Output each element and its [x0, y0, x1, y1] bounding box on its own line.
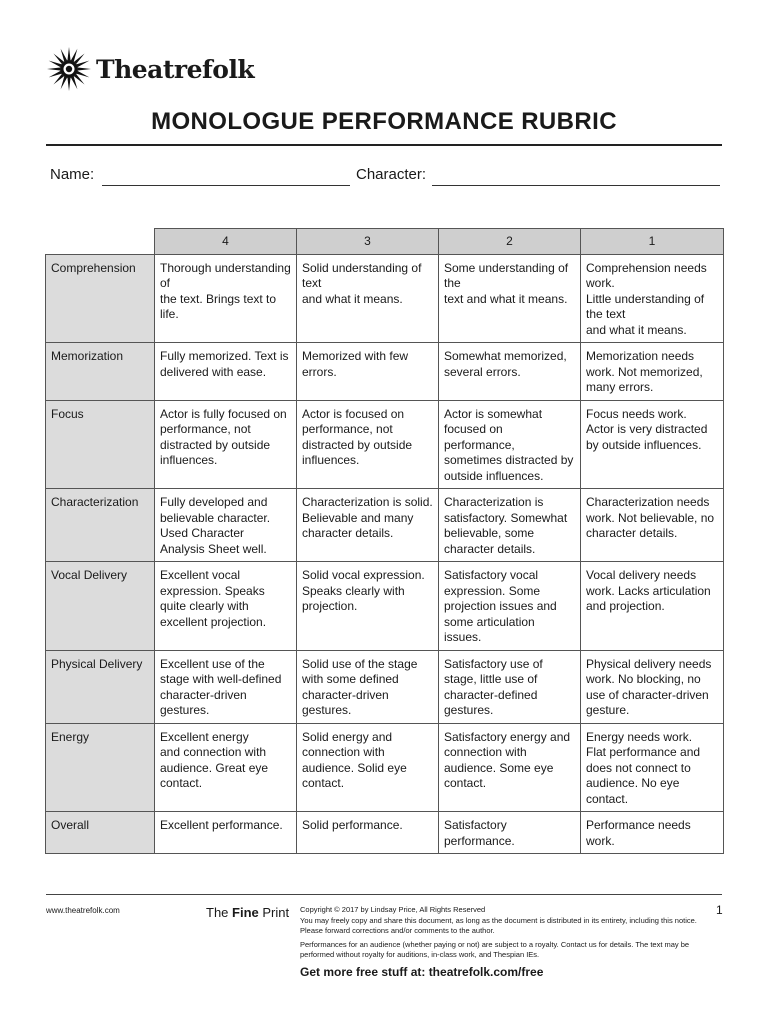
rubric-cell: Focus needs work. Actor is very distracted by outside influences. [581, 400, 724, 489]
footer-divider [46, 894, 722, 895]
score-header: 3 [297, 229, 439, 255]
royalty-notice: Performances for an audience (whether paying or not) are subject to a royalty. Contact us for details. The text may be performed without royalty for auditions, in-class work, and Thespian IEs. [300, 940, 690, 959]
rubric-row [46, 254, 724, 343]
rubric-cell: Fully memorized. Text is delivered with ease. [155, 343, 297, 401]
name-field[interactable] [102, 185, 350, 186]
score-header: 2 [439, 229, 581, 255]
rubric-cell: Actor is focused on performance, not distracted by outside influences. [297, 400, 439, 489]
rubric-cell: Characterization is satisfactory. Somewhat believable, some character details. [439, 489, 581, 562]
fine-print-bold: Fine [232, 905, 259, 920]
page-number: 1 [716, 903, 723, 917]
rubric-cell: Excellent use of the stage with well-defined character-driven gestures. [155, 650, 297, 723]
rubric-cell: Solid vocal expression. Speaks clearly with projection. [297, 562, 439, 651]
sunburst-logo-icon [46, 46, 92, 92]
criterion-label: Focus [46, 400, 155, 489]
rubric-cell: Satisfactory energy and connection with audience. Some eye contact. [439, 723, 581, 812]
rubric-cell: Satisfactory vocal expression. Some projection issues and some articulation issues. [439, 562, 581, 651]
rubric-cell: Fully developed and believable character. Used Character Analysis Sheet well. [155, 489, 297, 562]
copy-notice: You may freely copy and share this document, as long as the document is distributed in its entirety, including this notice. Please forward corrections and/or comments to the author. [300, 916, 697, 935]
criterion-label: Characterization [46, 489, 155, 562]
rubric-row [46, 562, 724, 651]
rubric-cell: Excellent vocal expression. Speaks quite clearly with excellent projection. [155, 562, 297, 651]
rubric-cell: Solid understanding of text and what it means. [297, 254, 439, 343]
copyright-block [300, 905, 700, 964]
website-url[interactable]: www.theatrefolk.com [46, 906, 120, 915]
rubric-cell: Actor is somewhat focused on performance, sometimes distracted by outside influences. [439, 400, 581, 489]
rubric-cell: Vocal delivery needs work. Lacks articulation and projection. [581, 562, 724, 651]
theatrefolk-logo [46, 46, 254, 92]
score-header: 4 [155, 229, 297, 255]
student-fields [50, 166, 722, 188]
rubric-cell: Actor is fully focused on performance, not distracted by outside influences. [155, 400, 297, 489]
fine-print-heading [206, 905, 289, 920]
rubric-table [45, 228, 724, 854]
rubric-cell: Solid performance. [297, 812, 439, 854]
page-title: MONOLOGUE PERFORMANCE RUBRIC [151, 108, 617, 135]
rubric-row [46, 812, 724, 854]
rubric-cell: Solid use of the stage with some defined character-driven gestures. [297, 650, 439, 723]
free-stuff-link[interactable]: Get more free stuff at: theatrefolk.com/free [300, 965, 544, 979]
header-blank-cell [46, 229, 155, 255]
rubric-cell: Somewhat memorized, several errors. [439, 343, 581, 401]
rubric-cell: Characterization is solid. Believable and many character details. [297, 489, 439, 562]
rubric-cell: Memorization needs work. Not memorized, many errors. [581, 343, 724, 401]
name-label: Name: [50, 166, 95, 183]
fine-print-prefix: The [206, 905, 233, 920]
character-label: Character: [356, 166, 427, 183]
criterion-label: Memorization [46, 343, 155, 401]
rubric-cell: Solid energy and connection with audience. Solid eye contact. [297, 723, 439, 812]
rubric-row [46, 489, 724, 562]
rubric-cell: Memorized with few errors. [297, 343, 439, 401]
character-field[interactable] [432, 185, 720, 186]
criterion-label: Comprehension [46, 254, 155, 343]
rubric-cell: Thorough understanding of the text. Brings text to life. [155, 254, 297, 343]
criterion-label: Energy [46, 723, 155, 812]
rubric-row [46, 400, 724, 489]
rubric-cell: Comprehension needs work. Little understanding of the text and what it means. [581, 254, 724, 343]
rubric-row [46, 650, 724, 723]
rubric-cell: Excellent performance. [155, 812, 297, 854]
rubric-header-row [46, 229, 724, 255]
copyright-line: Copyright © 2017 by Lindsay Price, All Rights Reserved [300, 905, 486, 914]
rubric-cell: Performance needs work. [581, 812, 724, 854]
rubric-cell: Satisfactory performance. [439, 812, 581, 854]
rubric-row [46, 723, 724, 812]
rubric-cell: Physical delivery needs work. No blocking, no use of character-driven gesture. [581, 650, 724, 723]
criterion-label: Vocal Delivery [46, 562, 155, 651]
title-divider [46, 144, 722, 146]
criterion-label: Overall [46, 812, 155, 854]
rubric-row [46, 343, 724, 401]
rubric-cell: Some understanding of the text and what it means. [439, 254, 581, 343]
rubric-cell: Satisfactory use of stage, little use of character-defined gestures. [439, 650, 581, 723]
brand-name: Theatrefolk [96, 54, 255, 84]
rubric-cell: Characterization needs work. Not believable, no character details. [581, 489, 724, 562]
rubric-cell: Excellent energy and connection with audience. Great eye contact. [155, 723, 297, 812]
criterion-label: Physical Delivery [46, 650, 155, 723]
score-header: 1 [581, 229, 724, 255]
fine-print-suffix: Print [258, 905, 290, 920]
rubric-cell: Energy needs work. Flat performance and does not connect to audience. No eye contact. [581, 723, 724, 812]
